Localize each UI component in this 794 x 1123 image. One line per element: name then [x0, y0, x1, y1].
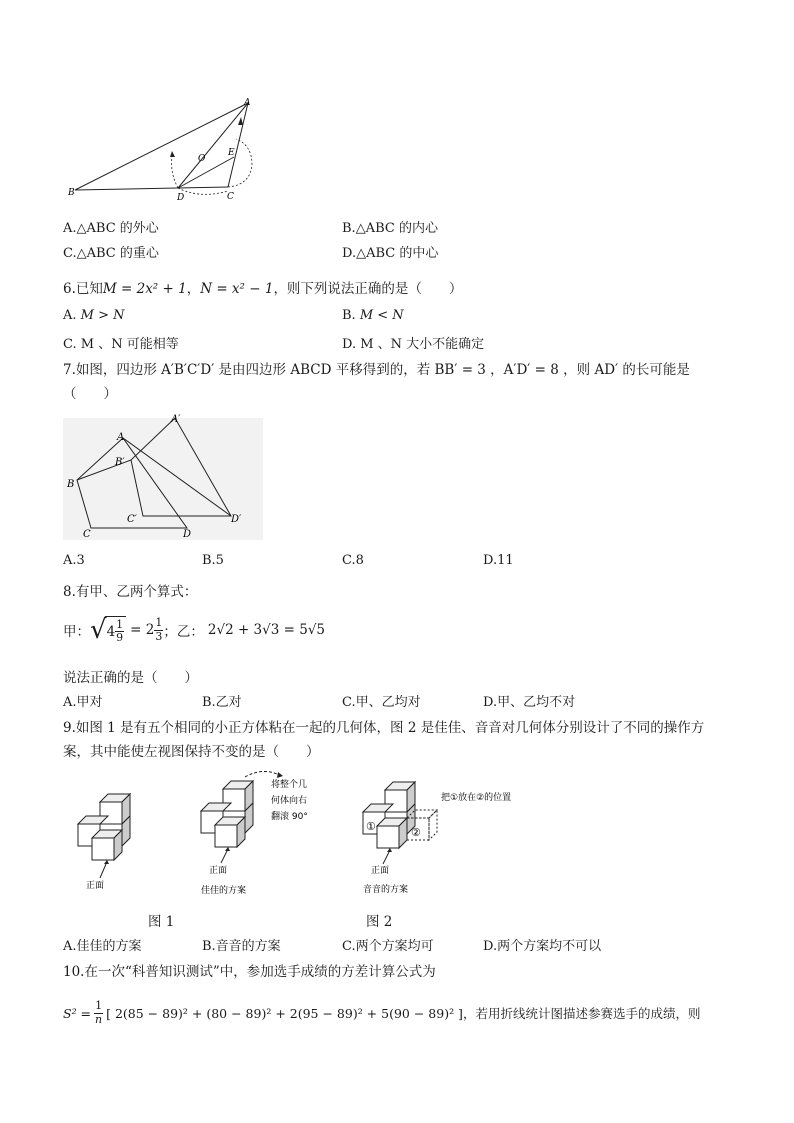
- q8-jia-result-frac: [154, 617, 163, 642]
- q10-formula: [63, 995, 700, 1031]
- q9-option-a[interactable]: A.佳佳的方案: [63, 939, 142, 954]
- q8-jia-rden: 3: [155, 629, 163, 643]
- q10-formula-frac: [94, 1000, 103, 1025]
- q6-option-b-letter: B.: [342, 308, 356, 323]
- q5-option-c[interactable]: [63, 242, 159, 261]
- q9-fig2b-front-label: 正面: [371, 866, 390, 876]
- q9-option-d[interactable]: D.两个方案均不可以: [483, 939, 602, 954]
- q5-option-d[interactable]: [342, 242, 438, 261]
- q6-stem-suffix: ，则下列说法正确的是（ ）: [273, 281, 463, 297]
- q5-figure: [60, 95, 270, 205]
- q9-fig2b-caption: 音音的方案: [363, 885, 409, 895]
- q5-option-c-letter: C.: [63, 246, 77, 261]
- q8-jia-num: 1: [116, 617, 124, 631]
- q9-stem-line2: 案，其中能使左视图保持不变的是（ ）: [63, 744, 320, 760]
- q7-label-b-prime: B′: [115, 457, 125, 468]
- q9-fig2a-note-2: 何体向右: [271, 796, 308, 806]
- q5-option-c-text: △ABC 的重心: [76, 246, 159, 261]
- q8-option-b[interactable]: B.乙对: [202, 695, 242, 710]
- q10-formula-tail: ，若用折线统计图描述参赛选手的成绩，则: [462, 1006, 701, 1021]
- q8-yi-expr: 2√2 + 3√3 = 5√5: [207, 622, 326, 638]
- q9-figure-1: [70, 780, 160, 895]
- q7-option-d[interactable]: D.11: [483, 553, 514, 568]
- q5-option-b[interactable]: [342, 217, 438, 236]
- q10-formula-lhs: S² =: [63, 1005, 92, 1021]
- q8-jia-eq: = 2: [130, 622, 155, 638]
- q8-yi-label: ；乙：: [163, 624, 204, 640]
- q9-figure-2-label: 图 2: [366, 914, 393, 930]
- q7-label-c: C: [83, 529, 91, 540]
- q5-option-a-text: △ABC 的外心: [76, 221, 159, 236]
- q8-sqrt-sign: √: [90, 615, 107, 645]
- q6-stem-prefix: 6.已知: [63, 281, 103, 297]
- q7-label-d: D: [183, 529, 192, 540]
- q6-option-c[interactable]: [63, 333, 179, 352]
- q9-figure-2a: [193, 765, 323, 900]
- q6-option-c-letter: C.: [63, 337, 77, 352]
- q7-label-d-prime: D′: [231, 514, 242, 525]
- q8-stem: 8.有甲、乙两个算式：: [63, 584, 198, 600]
- q8-option-c[interactable]: C.甲、乙均对: [342, 695, 421, 710]
- q10-formula-den: n: [95, 1012, 103, 1026]
- q7-option-c[interactable]: C.8: [342, 553, 364, 568]
- q5-option-a[interactable]: [63, 217, 159, 236]
- q7-figure: [63, 410, 263, 540]
- q9-fig1-front-label: 正面: [86, 881, 105, 891]
- q6-option-b[interactable]: [342, 308, 404, 323]
- q9-option-c[interactable]: C.两个方案均可: [342, 939, 434, 954]
- q9-fig2a-front-label: 正面: [209, 866, 228, 876]
- q8-jia-whole: 4: [106, 623, 116, 640]
- q9-fig2a-note-1: 将整个几: [271, 780, 308, 790]
- q10-formula-num: 1: [95, 999, 103, 1013]
- q6-option-a-text: M > N: [80, 308, 125, 323]
- q8-jia-frac: [115, 619, 124, 644]
- q6-stem: 6.已知M = 2x² + 1，N = x² − 1，则下列说法正确的是（ ）: [63, 281, 463, 297]
- q6-expr-m: M = 2x² + 1: [102, 281, 187, 297]
- q9-figure-1-label: 图 1: [148, 914, 175, 930]
- q7-stem-line1: 7.如图，四边形 A′B′C′D′ 是由四边形 ABCD 平移得到的，若 BB′ = 3 ，A′D′ = 8 ，则 AD′ 的长可能是: [63, 362, 690, 378]
- q5-option-d-text: △ABC 的中心: [356, 246, 439, 261]
- q10-formula-body: [ 2(85 − 89)² + (80 − 89)² + 2(95 − 89)² + 5(90 − 89)² ]: [106, 1005, 463, 1021]
- q5-label-a: A: [244, 98, 251, 108]
- q8-jia-rnum: 1: [155, 616, 163, 630]
- q6-option-d-text: M 、N 大小不能确定: [360, 337, 485, 352]
- q6-option-c-text: M 、N 可能相等: [80, 337, 179, 352]
- q9-option-b[interactable]: B.音音的方案: [202, 939, 281, 954]
- q6-expr-n: N = x² − 1: [200, 281, 274, 297]
- q5-option-b-letter: B.: [342, 221, 356, 236]
- q7-label-b: B: [67, 479, 75, 490]
- q8-option-a[interactable]: A.甲对: [63, 695, 103, 710]
- q9-fig2b-note: 把①放在②的位置: [441, 793, 512, 803]
- q8-expressions: [63, 613, 325, 647]
- q5-label-b: B: [68, 188, 75, 198]
- q9-figure-2b: [355, 770, 555, 900]
- q5-label-o: O: [198, 154, 206, 164]
- q5-label-d: D: [177, 193, 185, 203]
- q7-option-b[interactable]: B.5: [202, 553, 224, 568]
- q8-jia-den: 9: [116, 631, 124, 644]
- q7-label-c-prime: C′: [127, 514, 137, 525]
- q8-jia-label: 甲：: [63, 624, 90, 640]
- q7-label-a-prime: A′: [171, 414, 181, 425]
- q9-fig2a-caption: 佳佳的方案: [201, 886, 247, 896]
- q9-fig2b-circle-1: ①: [366, 820, 376, 833]
- q5-label-e: E: [228, 148, 235, 158]
- q10-stem: 10.在一次“科普知识测试”中，参加选手成绩的方差计算公式为: [63, 964, 436, 980]
- q5-label-c: C: [227, 192, 234, 202]
- q7-stem-line2: （ ）: [63, 386, 117, 402]
- q9-stem-line1: 9.如图 1 是有五个相同的小正方体粘在一起的几何体，图 2 是佳佳、音音对几何体分别设计了不同的操作方: [63, 720, 705, 736]
- q5-option-d-letter: D.: [342, 246, 357, 261]
- q5-option-b-text: △ABC 的内心: [355, 221, 438, 236]
- q6-option-d[interactable]: [342, 333, 484, 352]
- q8-radicand: [105, 616, 127, 644]
- q8-option-d[interactable]: D.甲、乙均不对: [483, 695, 576, 710]
- q7-label-a: A: [117, 432, 125, 443]
- q6-option-b-text: M < N: [359, 308, 404, 323]
- q6-option-a[interactable]: [63, 308, 125, 323]
- q9-fig2a-note-3: 翻滚 90°: [271, 812, 308, 822]
- q5-option-a-letter: A.: [63, 221, 77, 236]
- q7-option-a[interactable]: A.3: [63, 553, 85, 568]
- q6-option-a-letter: A.: [63, 308, 77, 323]
- q9-fig2b-circle-2: ②: [411, 826, 421, 839]
- q6-option-d-letter: D.: [342, 337, 357, 352]
- q8-question: 说法正确的是（ ）: [63, 670, 198, 686]
